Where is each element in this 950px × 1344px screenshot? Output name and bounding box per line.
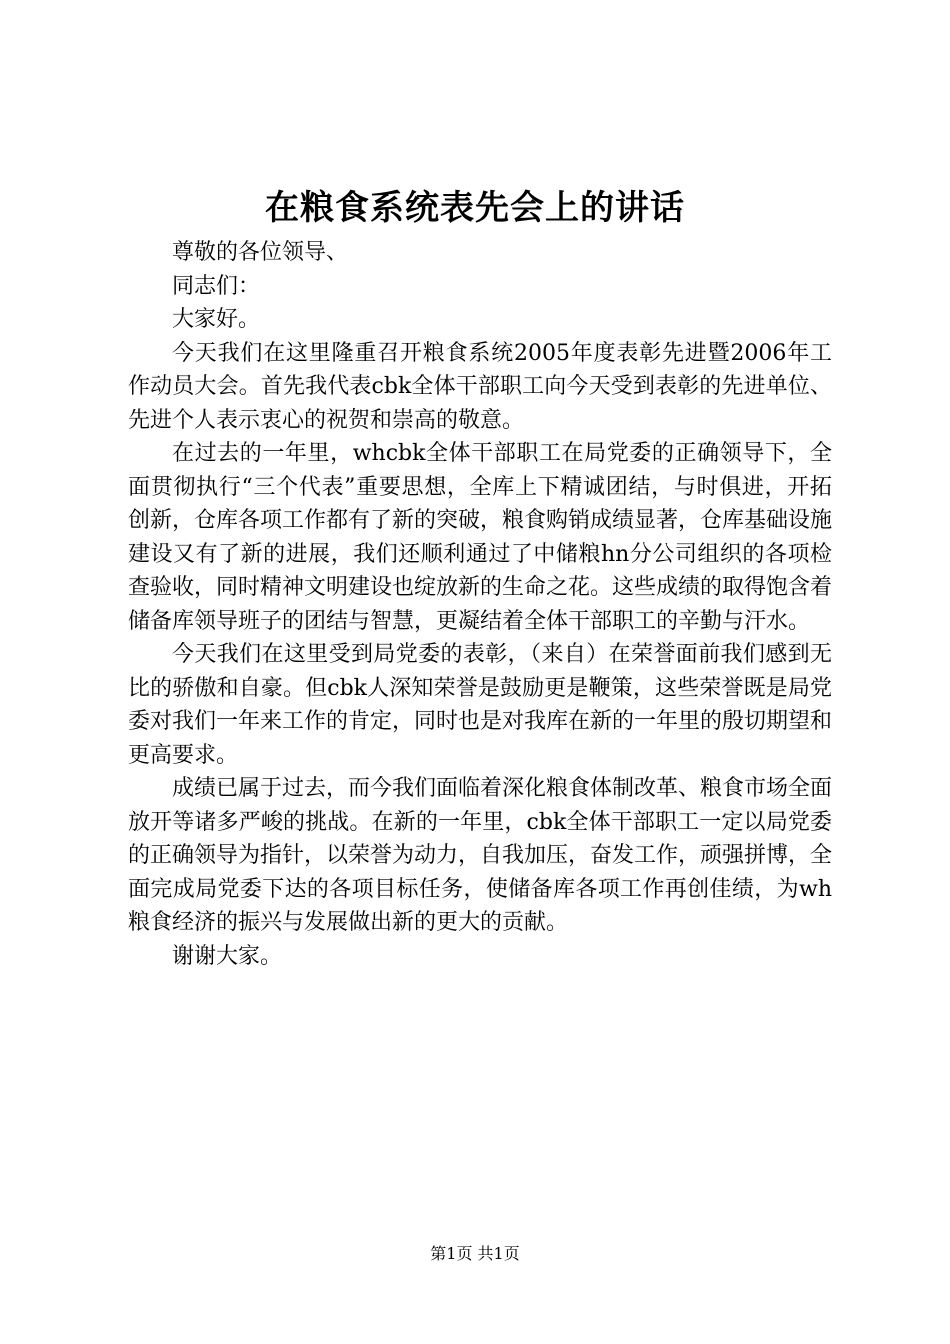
closing-thanks: 谢谢大家。 bbox=[172, 943, 283, 969]
paragraph-opening: 今天我们在这里隆重召开粮食系统2005年度表彰先进暨2006年工作动员大会。首先我代表cbk全体干部职工向今天受到表彰的先进单位、先进个人表示衷心的祝贺和崇高的敬意。 bbox=[128, 340, 832, 433]
salutation-comrades: 同志们： bbox=[172, 273, 261, 299]
paragraph-future: 成绩已属于过去，而今我们面临着深化粮食体制改革、粮食市场全面放开等诸多严峻的挑战。在新的一年里，cbk全体干部职工一定以局党委的正确领导为指针，以荣誉为动力，自我加压，奋发工作，顽强拼博，全面完成局党委下达的各项目标任务，使储备库各项工作再创佳绩，为wh粮食经济的振兴与发展做出新的更大的贡献。 bbox=[128, 776, 833, 935]
salutation-leaders: 尊敬的各位领导、 bbox=[172, 240, 349, 265]
paragraph-honor: 今天我们在这里受到局党委的表彰，（来自）在荣誉面前我们感到无比的骄傲和自豪。但cbk人深知荣誉是鼓励更是鞭策，这些荣誉既是局党委对我们一年来工作的肯定，同时也是对我库在新的一年里的殷切期望和更高要求。 bbox=[128, 642, 833, 768]
document-title: 在粮食系统表先会上的讲话 bbox=[265, 188, 685, 228]
document-body bbox=[128, 236, 832, 973]
paragraph-achievements: 在过去的一年里，whcbk全体干部职工在局党委的正确领导下，全面贯彻执行“三个代表”重要思想，全库上下精诚团结，与时俱进，开拓创新，仓库各项工作都有了新的突破，粮食购销成绩显著，仓库基础设施建设又有了新的进展，我们还顺利通过了中储粮hn分公司组织的各项检查验收，同时精神文明建设也绽放新的生命之花。这些成绩的取得饱含着储备库领导班子的团结与智慧，更凝结着全体干部职工的辛勤与汗水。 bbox=[128, 441, 833, 634]
greeting: 大家好。 bbox=[172, 307, 261, 332]
page-number-footer: 第1页 共1页 bbox=[430, 1244, 520, 1263]
